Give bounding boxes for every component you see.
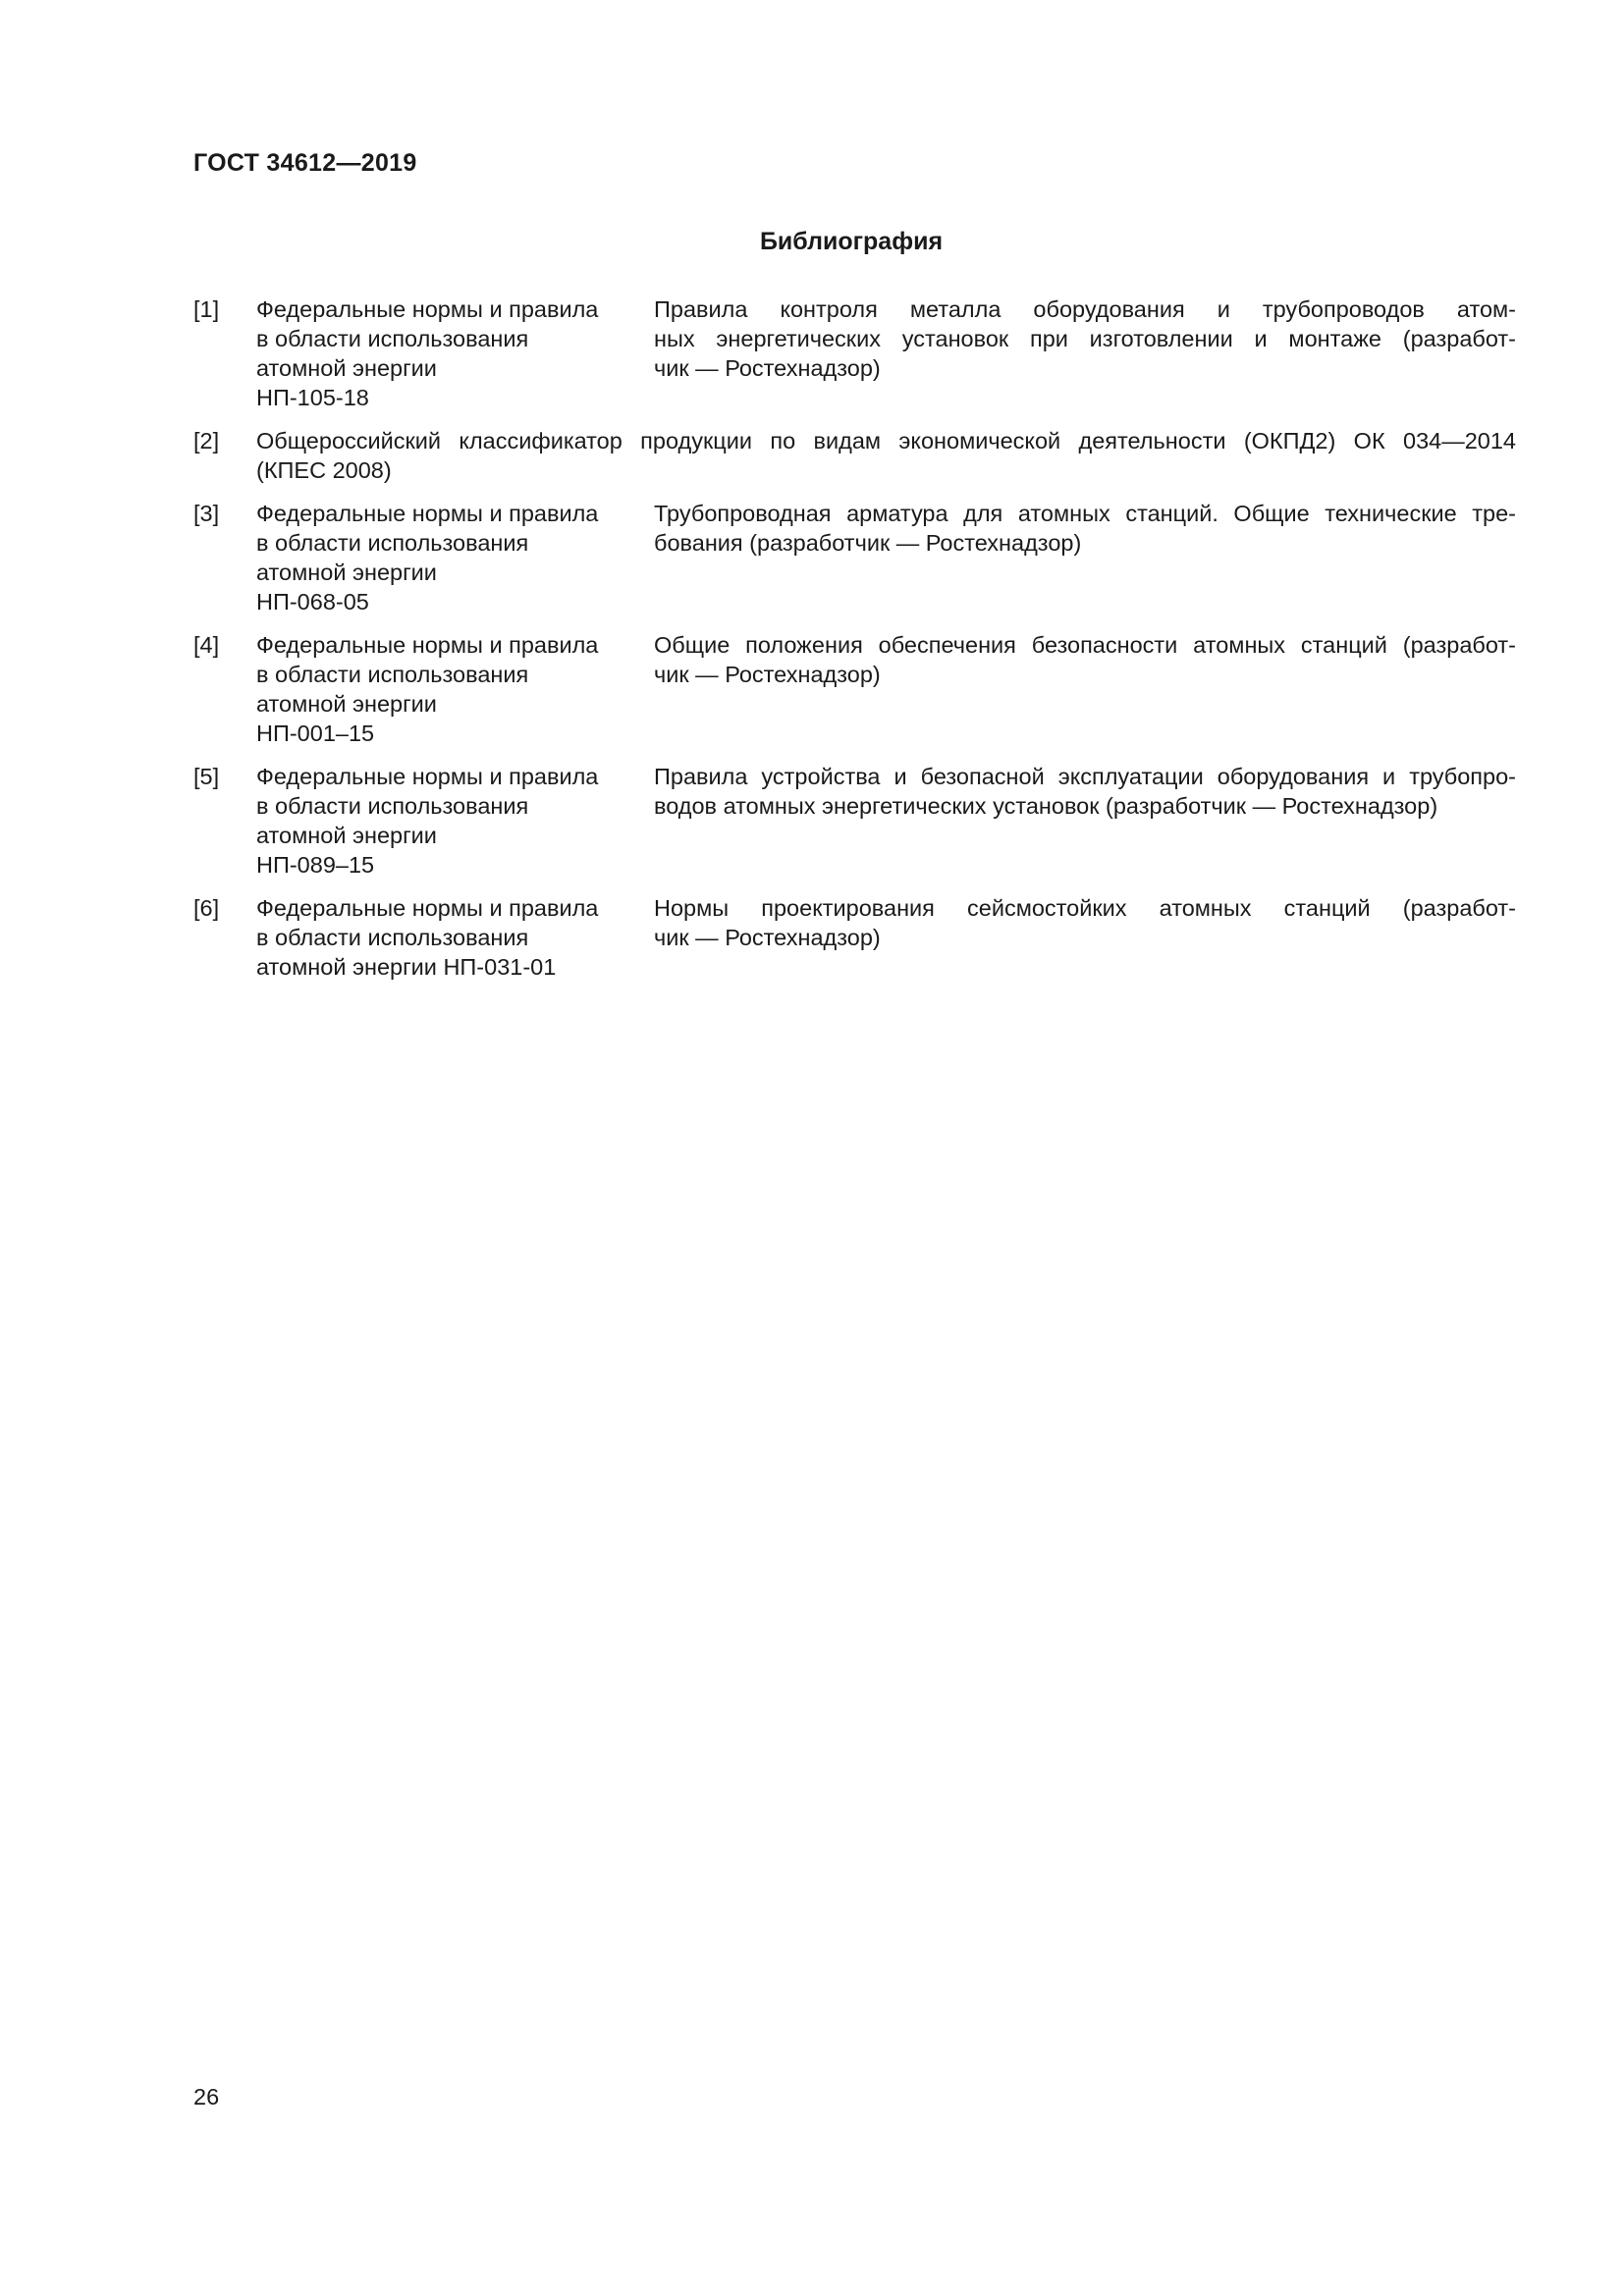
source-line: Федеральные нормы и правила bbox=[256, 764, 599, 789]
document-code: ГОСТ 34612—2019 bbox=[193, 149, 417, 177]
description-line: чик — Ростехнадзор) bbox=[654, 925, 881, 950]
entry-source bbox=[256, 762, 654, 880]
section-title: Библиография bbox=[759, 228, 944, 255]
full-text-line: Общероссийский классификатор продукции по видам экономической деятельности (ОКПД2) ОК 034—2014 bbox=[256, 428, 1516, 454]
bibliography-entry bbox=[193, 630, 1516, 748]
entry-full-text bbox=[256, 426, 1516, 485]
entry-number: [5] bbox=[193, 764, 220, 789]
description-line: Общие положения обеспечения безопасности атомных станций (разработ- bbox=[654, 632, 1516, 658]
source-line: Федеральные нормы и правила bbox=[256, 296, 599, 322]
entry-description bbox=[654, 762, 1516, 821]
entry-source bbox=[256, 893, 654, 982]
full-text-line: (КПЕС 2008) bbox=[256, 457, 392, 483]
source-line: в области использования bbox=[256, 662, 529, 687]
entry-source bbox=[256, 294, 654, 412]
bibliography-entry bbox=[193, 294, 1516, 412]
source-line: НП-001–15 bbox=[256, 721, 375, 746]
entry-description bbox=[654, 893, 1516, 952]
source-line: в области использования bbox=[256, 793, 529, 819]
source-line: в области использования bbox=[256, 925, 529, 950]
source-line: Федеральные нормы и правила bbox=[256, 895, 599, 921]
description-line: водов атомных энергетических установок (разработчик — Ростехнадзор) bbox=[654, 793, 1438, 819]
source-line: Федеральные нормы и правила bbox=[256, 501, 599, 526]
entry-description bbox=[654, 294, 1516, 383]
entry-source bbox=[256, 499, 654, 616]
bibliography-entry bbox=[193, 426, 1516, 485]
page-number: 26 bbox=[193, 2084, 220, 2109]
description-line: Трубопроводная арматура для атомных станций. Общие технические тре- bbox=[654, 501, 1516, 526]
entry-number: [6] bbox=[193, 895, 220, 921]
source-line: в области использования bbox=[256, 326, 529, 351]
entry-description bbox=[654, 630, 1516, 689]
entry-number: [1] bbox=[193, 296, 220, 322]
source-line: атомной энергии bbox=[256, 355, 437, 381]
description-line: чик — Ростехнадзор) bbox=[654, 355, 881, 381]
source-line: атомной энергии bbox=[256, 691, 437, 717]
entry-number: [4] bbox=[193, 632, 220, 658]
source-line: Федеральные нормы и правила bbox=[256, 632, 599, 658]
description-line: Правила устройства и безопасной эксплуатации оборудования и трубопро- bbox=[654, 764, 1516, 789]
source-line: НП-105-18 bbox=[256, 385, 369, 410]
entry-description bbox=[654, 499, 1516, 558]
source-line: НП-089–15 bbox=[256, 852, 375, 878]
description-line: чик — Ростехнадзор) bbox=[654, 662, 881, 687]
source-line: атомной энергии НП-031-01 bbox=[256, 954, 557, 980]
description-line: Правила контроля металла оборудования и трубопроводов атом- bbox=[654, 296, 1516, 322]
bibliography-entry bbox=[193, 499, 1516, 616]
bibliography-list bbox=[193, 294, 1516, 995]
bibliography-entry bbox=[193, 762, 1516, 880]
entry-source bbox=[256, 630, 654, 748]
source-line: в области использования bbox=[256, 530, 529, 556]
description-line: ных энергетических установок при изготовлении и монтаже (разработ- bbox=[654, 326, 1516, 351]
description-line: бования (разработчик — Ростехнадзор) bbox=[654, 530, 1082, 556]
entry-number: [2] bbox=[193, 428, 220, 454]
source-line: НП-068-05 bbox=[256, 589, 369, 614]
description-line: Нормы проектирования сейсмостойких атомных станций (разработ- bbox=[654, 895, 1516, 921]
bibliography-entry bbox=[193, 893, 1516, 982]
entry-number: [3] bbox=[193, 501, 220, 526]
source-line: атомной энергии bbox=[256, 823, 437, 848]
source-line: атомной энергии bbox=[256, 560, 437, 585]
